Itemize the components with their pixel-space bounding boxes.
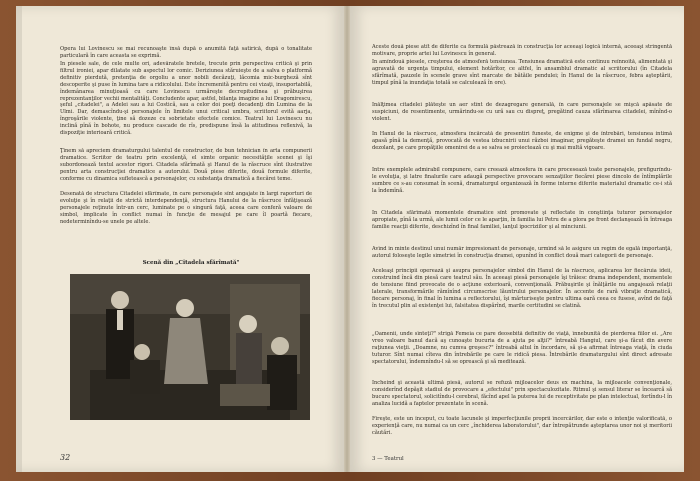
paragraph: În Citadela sfărîmată momentele dramatice sînt promovate şi reflectate în conştiinţa tuturor personajelor apropiate, pînă la urmă, ale lumii celor ce le aparţin, în familia lui Petru de a plora pe front declanşează în întreaga familie reacţii diferite, deschizînd în final familiei, lanţul ipocriziilor şi al minciunii. [372,210,672,230]
page-number: 3 [372,456,376,462]
paragraph: Între exemplele admirabil compunere, care creează atmosfera în care procesează toate personajele, prefigurîndu-le evoluţia, şi latre finalurile care adaugă perspective provocare senzaţiilor fiecărei piese dincolo de întîmplările sumbre ce s-au consumat în scenă, dramaturgul organizează în forme interne diferite materialul dramatic ce-i stă la îndemînă. [372,167,672,194]
paragraph: Înălţimea citadelei plăteşte un aer stînt de dezagregare generală, în care personajele se mişcă apăsate de suspiciuni, de resentimente, urmărindu-se cu ură sau cu dispreţ, pregătind cauza sfărîmarea citadelei, mînînd-o violent. [372,102,672,122]
paragraph: În Hanul de la răscruce, atmosfera încărcată de presentiri funeste, de enigme şi de întrebări, tensiunea intimă apasă pînă la demenţă, provocată de vestea izbucnirii unui război imaginar, pregăteşte dramei un fundal negru, dezolant, pe care propăţiile omenirei de a se salva se proiectează cu şi mai multă vigoare. [372,131,672,151]
footer-label: — Teatrul [377,456,404,462]
paragraph: Desenată de structura Citadelei sfărîmate, în care personajele sînt angajate în largi raporturi de evoluţie şi în relaţii de strictă interdependenţă, structura Hanului de la răscruce înfăţişează personajele reţinute într-un cerc, luminate pe o singură faţă, aceea care conferă valoare de simbol, implicate în conflict numai în funcţie de mesajul pe care îl poartă fiecare, nedeterminîndu-se unele pe altele. [60,191,312,225]
left-page [16,6,344,472]
paragraph: În amîndouă piesele, creşterea de atmosferă tensiunea. Tensiunea dramatică este continuu reînnoită, alimentată şi agravată de urgenţa timpului, element hotărîtor, ce altfel, în ansamblul dramatic al scriitorului (în Citadela sfărîmată, pauzele în scenele grave sînt marcate de bătăile pendulei; în Hanul de la răscruce, febra aşteptării, timpul pînă la inundaţia totală se calculează în ore). [372,59,672,86]
page-number: 32 [60,453,71,462]
paragraph: Încheind şi această ultimă piesă, autorul se refuză mijloacelor deus ex machina, la mijloacele convenţionale, considerînd depăşit stadiul de provocare a „efectului" prin spectaculozitate. Ritmul şi sensul literar se încearcă să bucure spectatorul, solicitîndu-l cerebral, făcînd apel la puterea lui de receptivitate pe plan intelectual, fortîndu-l în analiza lucidă a faptelor prezentate în scenă. [372,380,672,407]
paragraph: Opera lui Lovinescu se mai recunoaşte însă după o anumită faţă satirică, după o tonalitate particulară în care aceasta se exprimă. [60,46,312,59]
paragraph: Ţinem să apreciem dramaturgului talentul de constructor, de bun tehnician în arta compunerii dramatice. Scriitor de teatru prin excelenţă, el simte organic necesităţile scenei şi îşi subordonează textul acestor rigori. Citadela sfărîmată şi Hanul de la răscruce sînt ilustrative pentru arta construcţiei dramatice a autorului. Două piese diferite, două formule diferite, conforme cu dinamica sufletească a personajelor, cu substanţa dramatică a fiecărei teme. [60,148,312,182]
paragraph: În piesele sale, de cele multe ori, adevăratele bretele, trecute prin perspectiva critică şi prin filtrul ironiei, apar dilatate sub aspectul lor comic. Deriziunea stăruieşte de a salva o platformă definitiv pierdută, pretenţia de orgoliu a unor nobili decăzuţi, lăcomia mic-burgheză sînt descoperite şi puse în lumina tare a ridicolului. Este încremenită pentru cei vizaţi, insuportabilă, îndemânarea minuţioasă cu care Lovinescu urmăreşte decrepitudinea şi prăbuşirea reprezentanţilor vechii mentalităţi. Concludente apar, astfel, bilanţa imagine a lui Dragomirescu, şeful „citadelei", a Adelei sau a lui Costică, sau a celor doi poeţi decadenţi din Lumina de la Ulmi. Dar, demascîndu-şi personajele în limitele unui critical umbra, scriitorul evită aarja, îngroşările violente, ţine să dozeze cu sobrietate efectele comice. Teatrul lui Lovinescu nu inclină pînă în bohote, nu produce cascade de rîs, predispune însă la atitudinea reflexivă, la dispoziţie interioară critică. [60,61,312,137]
paragraph: „Oamenii, unde sînteţi?" strigă Femeia ce pare deosebită definitiv de viaţă, înnebunită de pierderea fiilor ei. „Are vreo valoare banul dacă aş cunoaşte bucuria de a ajuta pe alţii?" întreabă Hangiul, care şi-a făcut din avere raţiunea vieţii. „Doamne, nu cumva greşesc?" întreabă altul în încordare, să şi-a afirmat întreaga viaţă, în ciuda tuturor. Sînt numai cîteva din întrebările pe care le ridică piesa. Întrebările dramaturgului sînt direct adresate spectatorului, îndemnîndu-l să se oprească şi să meditează. [372,331,672,365]
photo-caption: Scenă din „Citadela sfărîmată" [142,260,240,266]
theatre-scene-photo [70,274,310,420]
paragraph: Avînd în minte destinul unui număr impresionant de personaje, urmînd să le asigure un regim de egală importanţă, autorul foloseşte legile simetriei în construcţia dramei, opunînd în conflict două mari categorii de personaje. [372,246,672,259]
paragraph: Aceste două piese atît de diferite ca formulă păstrează în construcţia lor aceeaşi logică internă, aceeaşi stringentă motivare, proprie artei lui Lovinescu în general. [372,44,672,57]
page-footer [372,456,404,462]
paragraph: Fireşte, este un început, cu toate lacunele şi imperfecţiunile proprii încercărilor, dar este o intenţie valorificată, o experienţă care, nu numai ca un cerc „închiderea laboratorului", dar întrepătrunde aşteptarea unor noi şi meritorii căutări. [372,416,672,436]
page-edge [16,6,22,472]
right-page [350,6,684,472]
paragraph: Aceleaşi principii operează şi asupra personajelor simbol din Hanul de la răscruce, aplicarea lor fiecăruia ideii, construind încă din piesă care teatrul său. În aceeaşi piesă personajele îşi trăiesc drama independent, momentele de tensiune fiind provocate de o acţiune exterioară, convenţională. Prăbuşirile şi înălţările nu angajează relaţii laterale, transformările rămînînd circumscrise lăuntrului personajelor. În accente de rară vibraţie dramatică, fiecare personaj, în final în lumina a reflectorului, îşi mărturiseşte pentru ultima oară ceea ce fusese, avînd de faţă în trecutul plin al existenţei lui, falsitatea dispărînd, marile certitudini se clatină. [372,268,672,309]
